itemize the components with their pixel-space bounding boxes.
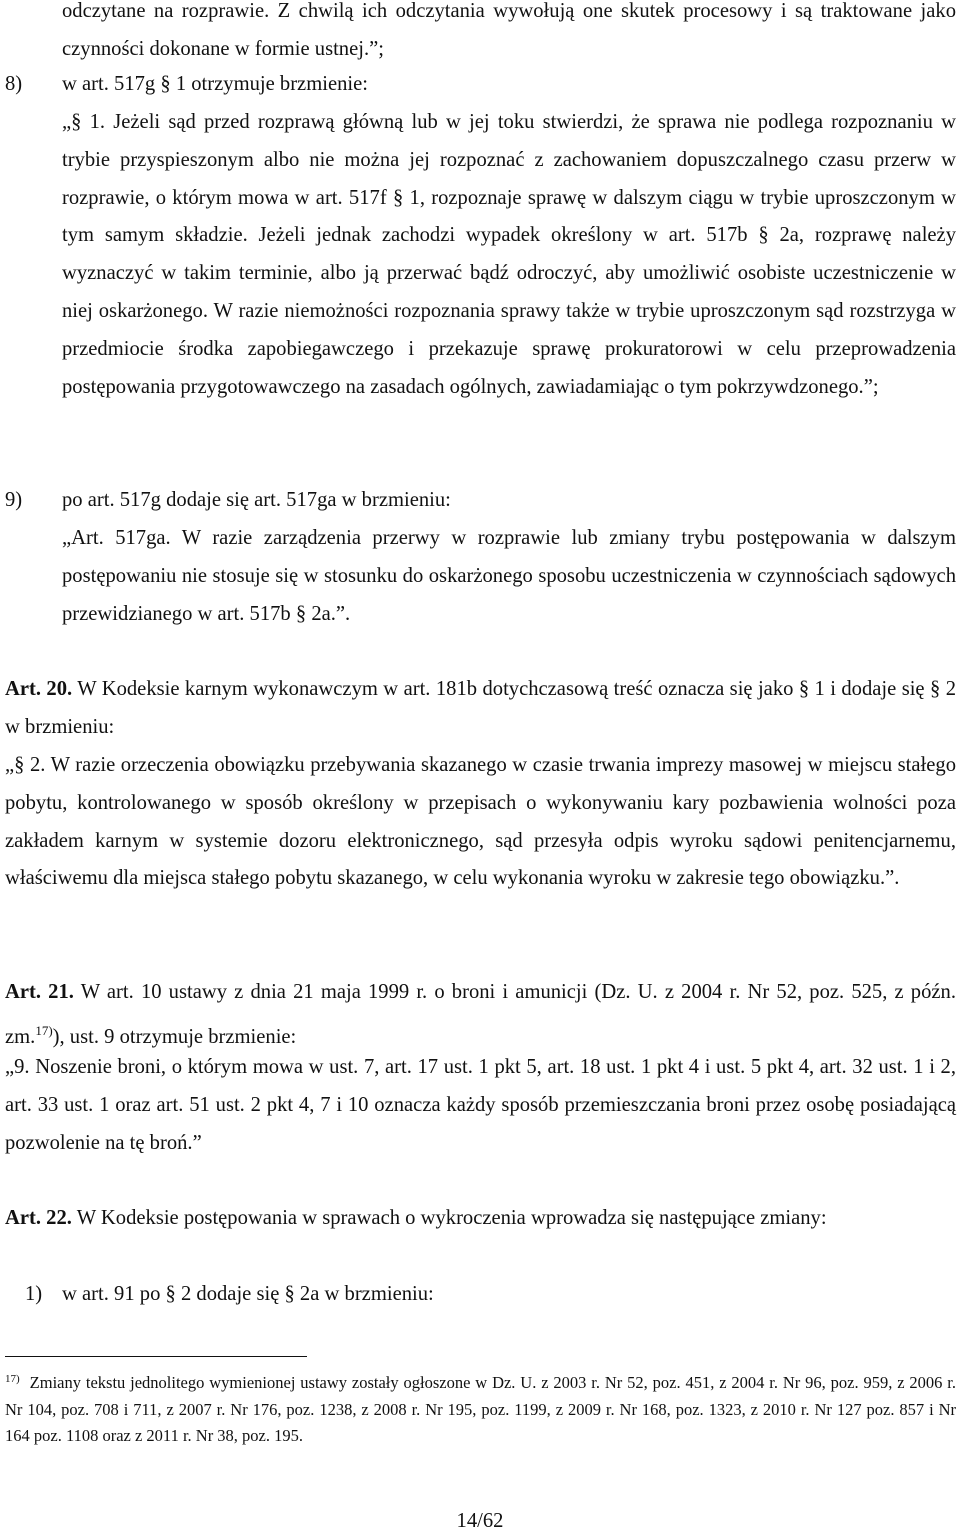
footnote	[5, 1366, 956, 1450]
paragraph-continuation: odczytane na rozprawie. Z chwilą ich odczytania wywołują one skutek procesowy i są traktowane jako czynności dokonane w formie ustnej.”;	[62, 0, 956, 60]
article-21-label: Art. 21.	[5, 981, 74, 1003]
list-number-9: 9)	[5, 489, 23, 511]
list-item-9: po art. 517g dodaje się art. 517ga w brzmieniu:	[62, 489, 451, 511]
amendment-art-10-ust-9: „9. Noszenie broni, o którym mowa w ust. 7, art. 17 ust. 1 pkt 5, art. 18 ust. 1 pkt 4 i ust. 5 pkt 4, art. 32 ust. 1 i 2, art. 33 ust. 1 oraz art. 51 ust. 2 pkt 4, 7 i 10 oznacza każdy sposób przemieszczania broni przez osobę posiadającą pozwolenie na tę broń.”	[5, 1056, 956, 1154]
article-21-text-a: W art. 10 ustawy z dnia 21 maja 1999 r. o broni i amunicji (Dz. U. z 2004 r. Nr 52, poz. 525, z późn. zm.	[5, 981, 956, 1048]
article-20-label: Art. 20.	[5, 678, 73, 700]
article-20	[5, 671, 956, 747]
article-22	[5, 1200, 956, 1238]
article-21	[5, 974, 956, 1057]
amendment-517g: „§ 1. Jeżeli sąd przed rozprawą główną lub w jej toku stwierdzi, że sprawa nie podlega rozpoznaniu w trybie przyspieszonym albo nie można jej rozpoznać z zachowaniem dopuszczalnego czasu przerw w rozprawie, o którym mowa w art. 517f § 1, rozpoznaje sprawę w dalszym ciągu w trybie uproszczonym w tym samym składzie. Jeżeli jednak zachodzi wypadek określony w art. 517b § 2a, rozprawę należy wyznaczyć w takim terminie, albo ją przerwać bądź odroczyć, aby umożliwić osobiste uczestniczenie w niej oskarżonego. W razie niemożności rozpoznania sprawy także w trybie uproszczonym sąd rozstrzyga w przedmiocie środka zapobiegawczego i przekazuje sprawę prokuratorowi w celu przeprowadzenia postępowania przygotowawczego na zasadach ogólnych, zawiadamiając o tym pokrzywdzonego.”;	[62, 111, 956, 398]
article-21-text-b: ), ust. 9 otrzymuje brzmienie:	[52, 1025, 297, 1048]
article-20-text: W Kodeksie karnym wykonawczym w art. 181b dotychczasową treść oznacza się jako § 1 i dodaje się § 2 w brzmieniu:	[5, 678, 956, 738]
page-number: 14/62	[456, 1510, 504, 1532]
list-number-8: 8)	[5, 73, 23, 95]
footnote-separator	[5, 1356, 307, 1357]
footnote-marker: 17)	[5, 1373, 20, 1385]
list-item-1: w art. 91 po § 2 dodaje się § 2a w brzmieniu:	[62, 1283, 434, 1305]
footnote-text: Zmiany tekstu jednolitego wymienionej ustawy zostały ogłoszone w Dz. U. z 2003 r. Nr 52, poz. 451, z 2004 r. Nr 96, poz. 959, z 2006 r. Nr 104, poz. 708 i 711, z 2007 r. Nr 176, poz. 1238, z 2008 r. Nr 195, poz. 1199, z 2009 r. Nr 168, poz. 1323, z 2010 r. Nr 127 poz. 857 i Nr 164 poz. 1108 oraz z 2011 r. Nr 38, poz. 195.	[5, 1373, 956, 1445]
list-number-1: 1)	[25, 1283, 43, 1305]
amendment-517ga: „Art. 517ga. W razie zarządzenia przerwy w rozprawie lub zmiany trybu postępowania w dalszym postępowaniu nie stosuje się w stosunku do oskarżonego sposobu uczestniczenia w czynnościach sądowych przewidzianego w art. 517b § 2a.”.	[62, 527, 956, 625]
amendment-181b: „§ 2. W razie orzeczenia obowiązku przebywania skazanego w czasie trwania imprezy masowej w miejscu stałego pobytu, kontrolowanego w sposób określony w przepisach o wykonywaniu kary pozbawienia wolności poza zakładem karnym w systemie dozoru elektronicznego, sąd przesyła odpis wyroku sądowi penitencjarnemu, właściwemu dla miejsca stałego pobytu skazanego, w celu wykonania wyroku w zakresie tego obowiązku.”.	[5, 754, 956, 890]
list-item-8: w art. 517g § 1 otrzymuje brzmienie:	[62, 73, 368, 95]
article-22-label: Art. 22.	[5, 1207, 72, 1229]
footnote-reference: 17)	[35, 1022, 53, 1038]
article-22-text: W Kodeksie postępowania w sprawach o wykroczenia wprowadza się następujące zmiany:	[71, 1207, 827, 1229]
